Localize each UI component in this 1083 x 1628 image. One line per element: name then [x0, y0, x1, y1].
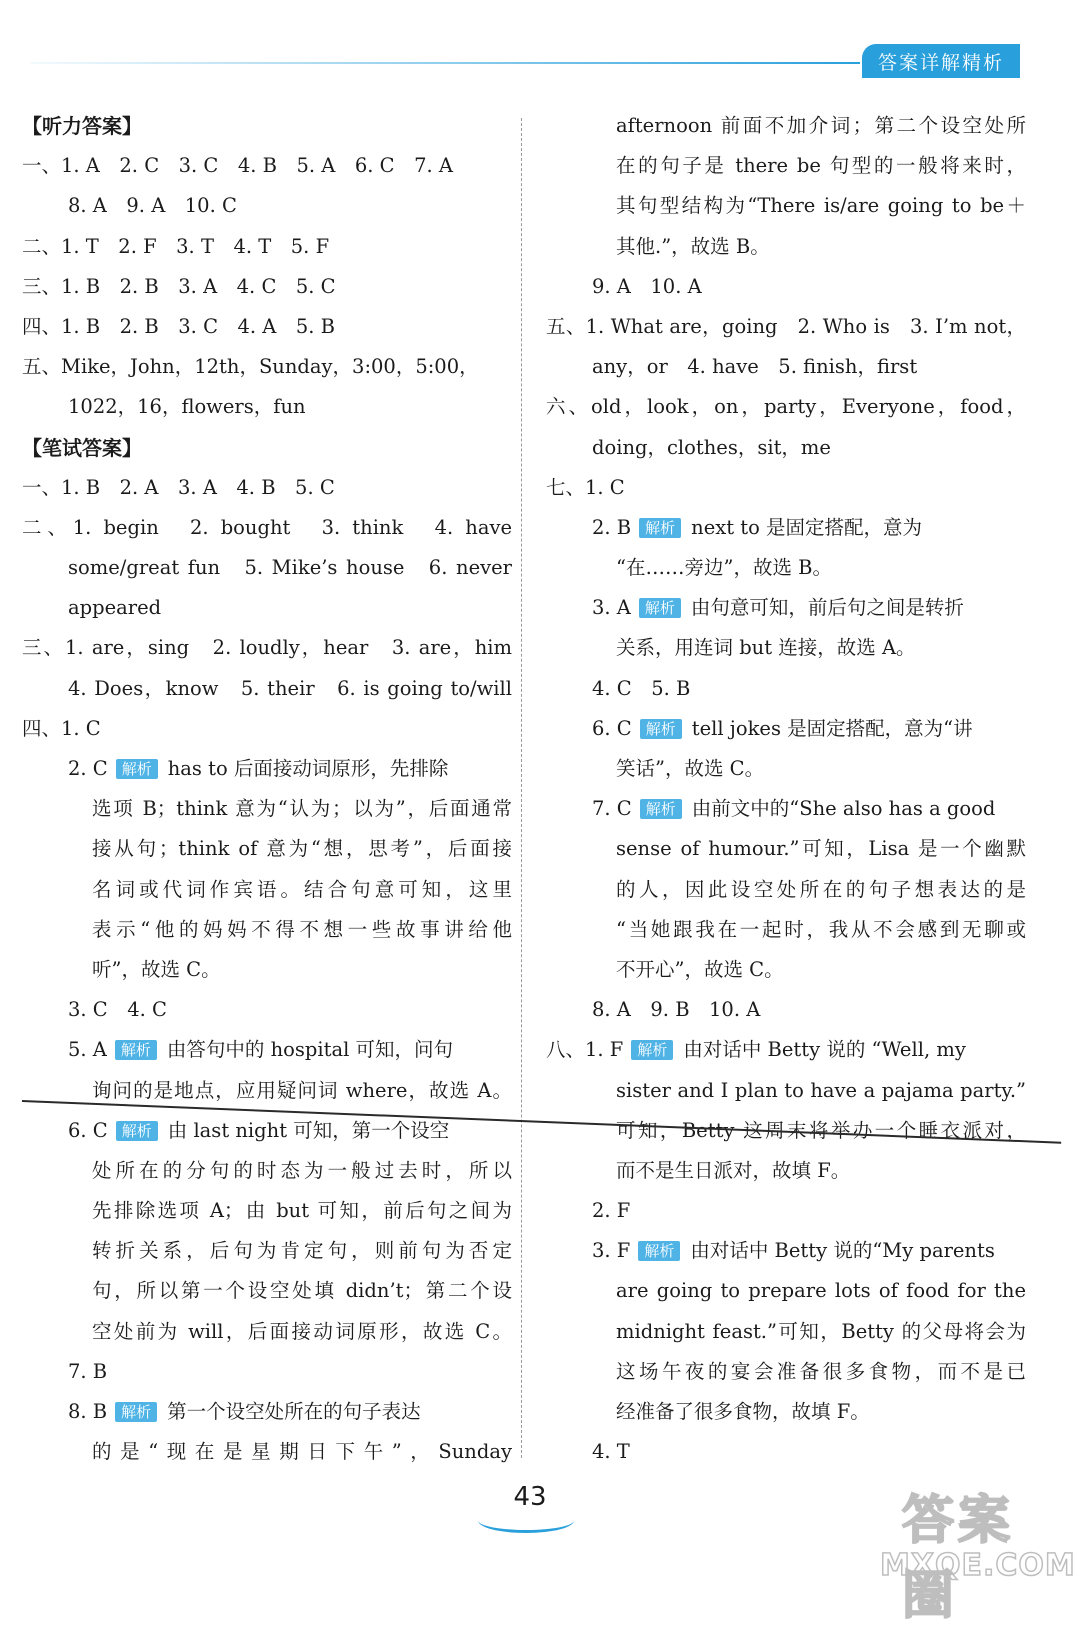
answer-line: 8. A 9. A 10. C [68, 194, 237, 218]
explanation-line: 而不是生日派对，故填 F。 [616, 1158, 851, 1182]
explanation-line: 空处前为 will，后面接动词原形，故选 C。 [92, 1319, 512, 1343]
explanation-line: “当她跟我在一起时，我从不会感到无聊或 [616, 917, 1026, 941]
analysis-tag: 解析 [638, 1241, 680, 1261]
explanation-line: sister and I plan to have a pajama party.” [616, 1078, 1026, 1102]
explanation-text: 由句意可知，前后句之间是转折 [690, 596, 964, 620]
item-label: 八、1. F [546, 1038, 624, 1062]
item-label: 7. C [592, 797, 632, 821]
item-label: 2. C [68, 757, 108, 780]
analysis-tag: 解析 [639, 518, 681, 538]
written-answers-heading: 【笔试答案】 [22, 435, 142, 460]
explanation-text: 由答句中的 hospital 可知，问句 [166, 1038, 454, 1062]
explanation-item [546, 1030, 1026, 1070]
answer-line: 二、1. T 2. F 3. T 4. T 5. F [22, 234, 330, 258]
answer-line: 三、1. B 2. B 3. A 4. C 5. C [22, 274, 336, 298]
answer-line: 3. C 4. C [68, 998, 167, 1022]
page-number-swoosh [478, 1508, 574, 1533]
answer-line: 一、1. B 2. A 3. A 4. B 5. C [22, 475, 335, 499]
answer-line: 1022，16，flowers，fun [68, 395, 306, 419]
answer-line: 4. C 5. B [592, 676, 691, 700]
item-label: 3. A [592, 596, 631, 620]
item-label: 5. A [68, 1038, 107, 1062]
item-label: 6. C [68, 1118, 108, 1142]
explanation-text: 由前文中的“She also has a good [691, 797, 996, 821]
item-label: 2. B [592, 515, 632, 539]
answer-line: any，or 4. have 5. finish，first [592, 355, 918, 379]
column-divider [521, 118, 522, 1458]
answer-line: 4. Does，know 5. their 6. is going to/will [68, 676, 512, 700]
explanation-item [22, 749, 512, 789]
answer-line: 9. A 10. A [592, 274, 702, 298]
explanation-line: 转折关系，后句为肯定句，则前句为否定 [92, 1239, 512, 1263]
answer-line: doing，clothes，sit，me [592, 435, 831, 459]
explanation-text: tell jokes 是固定搭配，意为“讲 [691, 716, 973, 740]
answer-line: 五、Mike，John，12th，Sunday，3:00，5:00， [22, 355, 479, 379]
answer-line: 四、1. C [22, 716, 101, 740]
explanation-item [546, 588, 1026, 628]
answer-line: 2. F [592, 1199, 631, 1223]
analysis-tag: 解析 [640, 719, 682, 739]
analysis-tag: 解析 [639, 598, 681, 618]
answer-line: 七、1. C [546, 475, 625, 499]
explanation-text: has to 后面接动词原形，先排除 [167, 757, 449, 780]
explanation-line: 听”，故选 C。 [92, 957, 221, 981]
explanation-item [22, 1030, 512, 1070]
answer-line: appeared [68, 596, 162, 620]
explanation-line: 不开心”，故选 C。 [616, 957, 784, 981]
header-section-tab: 答案详解精析 [862, 44, 1020, 78]
explanation-line: 询问的是地点，应用疑问词 where，故选 A。 [92, 1078, 512, 1102]
explanation-line: 笑话”，故选 C。 [616, 757, 765, 780]
analysis-tag: 解析 [640, 799, 682, 819]
explanation-line: sense of humour.”可知，Lisa 是一个幽默 [616, 837, 1026, 861]
explanation-line: afternoon 前面不加介词；第二个设空处所 [616, 114, 1026, 137]
explanation-line: 关系，用连词 but 连接，故选 A。 [616, 636, 916, 660]
watermark-url: MXQE.COM [880, 1548, 1076, 1583]
explanation-item [546, 789, 1026, 829]
analysis-tag: 解析 [116, 1121, 158, 1141]
answer-line: 五、1. What are，going 2. Who is 3. I’m not， [546, 314, 1026, 338]
explanation-item [22, 1392, 512, 1432]
explanation-line: 经准备了很多食物，故填 F。 [616, 1400, 870, 1423]
explanation-line: midnight feast.”可知，Betty 的父母将会为 [616, 1319, 1026, 1343]
analysis-tag: 解析 [115, 1040, 157, 1060]
explanation-item [546, 508, 1026, 548]
explanation-line: 名词或代词作宾语。结合句意可知，这里 [92, 877, 512, 901]
explanation-line: are going to prepare lots of food for the [616, 1279, 1026, 1303]
item-label: 6. C [592, 716, 632, 740]
analysis-tag: 解析 [116, 759, 158, 779]
explanation-line: “在……旁边”，故选 B。 [616, 556, 832, 580]
answer-line: 4. T [592, 1440, 630, 1464]
explanation-line: 的是“现在是星期日下午”，Sunday [92, 1440, 512, 1464]
explanation-text: 由对话中 Betty 说的 “Well, my [683, 1038, 966, 1062]
explanation-text: 第一个设空处所在的句子表达 [167, 1400, 421, 1423]
watermark-logo [880, 1478, 1076, 1626]
explanation-item [546, 709, 1026, 749]
answer-line: 一、1. A 2. C 3. C 4. B 5. A 6. C 7. A [22, 154, 453, 178]
answer-line: 四、1. B 2. B 3. C 4. A 5. B [22, 314, 336, 338]
explanation-line: 其句型结构为“There is/are going to be＋ [616, 194, 1026, 218]
answer-line: 8. A 9. B 10. A [592, 998, 761, 1022]
explanation-line: 先排除选项 A；由 but 可知，前后句之间为 [92, 1199, 512, 1223]
listening-answers-heading: 【听力答案】 [22, 114, 142, 138]
header-rule [30, 62, 860, 64]
item-label: 3. F [592, 1239, 631, 1263]
answer-line: 三、1. are，sing 2. loudly，hear 3. are，him [22, 636, 512, 660]
explanation-line: 表示“他的妈妈不得不想一些故事讲给他 [92, 917, 512, 941]
explanation-line: 处所在的分句的时态为一般过去时，所以 [92, 1158, 512, 1182]
explanation-text: 由 last night 可知，第一个设空 [167, 1118, 450, 1142]
analysis-tag: 解析 [631, 1040, 673, 1060]
explanation-line: 的人，因此设空处所在的句子想表达的是 [616, 877, 1026, 901]
explanation-text: 由对话中 Betty 说的“My parents [690, 1239, 995, 1263]
answer-line: 二、1. begin 2. bought 3. think 4. have [22, 515, 512, 539]
page-number: 43 [513, 1482, 547, 1512]
right-column [546, 106, 1026, 1472]
left-column [22, 106, 512, 1472]
answer-line: some/great fun 5. Mike’s house 6. never [68, 556, 512, 580]
explanation-line: 这场午夜的宴会准备很多食物，而不是已 [616, 1359, 1026, 1383]
answer-line: 六、old，look，on，party，Everyone，food， [546, 395, 1026, 419]
explanation-line: 其他.”，故选 B。 [616, 234, 770, 258]
explanation-line: 接从句；think of 意为“想，思考”，后面接 [92, 837, 512, 861]
explanation-line: 在的句子是 there be 句型的一般将来时， [616, 154, 1026, 178]
item-label: 8. B [68, 1400, 108, 1423]
explanation-line: 句，所以第一个设空处填 didn’t；第二个设 [92, 1279, 512, 1303]
watermark-title: 答案圈 [902, 1491, 1015, 1626]
answer-line: 7. B [68, 1359, 108, 1383]
explanation-line: 选项 B；think 意为“认为；以为”，后面通常 [92, 797, 512, 821]
explanation-line: 可知，Betty 这周末将举办一个睡衣派对， [616, 1118, 1026, 1142]
analysis-tag: 解析 [115, 1402, 157, 1422]
explanation-text: next to 是固定搭配，意为 [691, 515, 923, 539]
explanation-item [546, 1231, 1026, 1271]
